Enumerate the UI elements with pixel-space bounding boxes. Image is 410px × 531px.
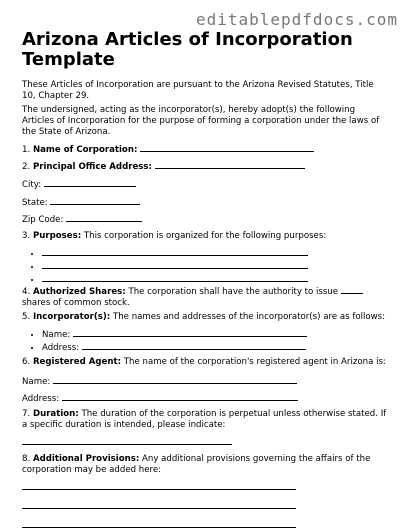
- section-7: [22, 409, 387, 431]
- section-label: Incorporator(s):: [32, 312, 111, 322]
- incorporator-list: [22, 328, 307, 354]
- section-8: [22, 454, 387, 476]
- zip-label: Zip Code:: [22, 215, 64, 225]
- section-label: Principal Office Address:: [32, 162, 152, 172]
- agent-name-field[interactable]: [53, 375, 297, 384]
- section-text: The corporation shall have the authority to issue: [128, 287, 339, 297]
- purpose-field-2[interactable]: [42, 260, 308, 269]
- corporation-name-field[interactable]: [140, 143, 314, 152]
- section-number: 7.: [22, 409, 31, 419]
- provisions-field-3[interactable]: [22, 527, 296, 528]
- section-number: 8.: [22, 454, 31, 464]
- incorporator-name-label: Name:: [42, 330, 71, 340]
- city-row: [22, 178, 387, 191]
- section-2: [22, 160, 387, 173]
- page-title: Arizona Articles of Incorporation Template: [22, 29, 353, 70]
- section-label: Additional Provisions:: [32, 454, 140, 464]
- section-text: The names and addresses of the incorporator(s) are as follows:: [112, 312, 386, 322]
- section-label: Authorized Shares:: [32, 287, 126, 297]
- section-3: [22, 231, 387, 242]
- agent-address-label: Address:: [22, 394, 60, 404]
- section-text: The duration of the corporation is perpetual unless otherwise stated. If a specific duration is intended, please indicate:: [22, 409, 387, 430]
- purpose-field-3[interactable]: [42, 273, 308, 282]
- section-1: [22, 143, 387, 156]
- provisions-field-2[interactable]: [22, 508, 296, 509]
- state-row: [22, 196, 387, 209]
- state-field[interactable]: [50, 196, 140, 205]
- section-number: 1.: [22, 145, 31, 155]
- section-number: 4.: [22, 287, 31, 297]
- agent-name-row: [22, 375, 387, 388]
- section-text: Any additional provisions governing the affairs of the corporation may be added here:: [22, 454, 371, 475]
- incorporator-address-field[interactable]: [82, 341, 306, 350]
- city-label: City:: [22, 180, 42, 190]
- section-number: 5.: [22, 312, 31, 322]
- section-label: Purposes:: [32, 231, 82, 241]
- incorporator-name-field[interactable]: [73, 328, 307, 337]
- purposes-list: [22, 247, 308, 286]
- purpose-field-1[interactable]: [42, 247, 308, 256]
- zip-row: [22, 213, 387, 226]
- section-number: 2.: [22, 162, 31, 172]
- duration-field[interactable]: [22, 444, 232, 445]
- intro-paragraph: These Articles of Incorporation are pursuant to the Arizona Revised Statutes, Title 10, Chapter 29.: [22, 80, 374, 101]
- state-label: State:: [22, 198, 48, 208]
- section-text: shares of common stock.: [22, 298, 130, 308]
- list-item: [42, 247, 308, 260]
- section-number: 3.: [22, 231, 31, 241]
- agent-name-label: Name:: [22, 377, 51, 387]
- section-label: Name of Corporation:: [32, 145, 138, 155]
- section-4: [22, 285, 387, 309]
- section-number: 6.: [22, 357, 31, 367]
- section-text: The name of the corporation's registered agent in Arizona is:: [123, 357, 386, 367]
- zip-field[interactable]: [66, 213, 142, 222]
- city-field[interactable]: [44, 178, 136, 187]
- incorporator-statement: The undersigned, acting as the incorporator(s), hereby adopt(s) the following Articles of Incorporation for the purpose of forming a corporation under the laws of the State of Arizona.: [22, 105, 380, 137]
- section-label: Registered Agent:: [32, 357, 122, 367]
- section-6: [22, 357, 387, 368]
- list-item: [42, 341, 307, 354]
- incorporator-address-label: Address:: [42, 343, 80, 353]
- list-item: [42, 328, 307, 341]
- principal-address-field[interactable]: [155, 160, 305, 169]
- shares-field[interactable]: [341, 285, 363, 294]
- list-item: [42, 260, 308, 273]
- site-watermark: editablepdfdocs.com: [195, 10, 398, 29]
- agent-address-row: [22, 392, 387, 405]
- provisions-field-1[interactable]: [22, 489, 296, 490]
- section-label: Duration:: [32, 409, 79, 419]
- section-5: [22, 312, 387, 323]
- agent-address-field[interactable]: [62, 392, 298, 401]
- section-text: This corporation is organized for the following purposes:: [83, 231, 327, 241]
